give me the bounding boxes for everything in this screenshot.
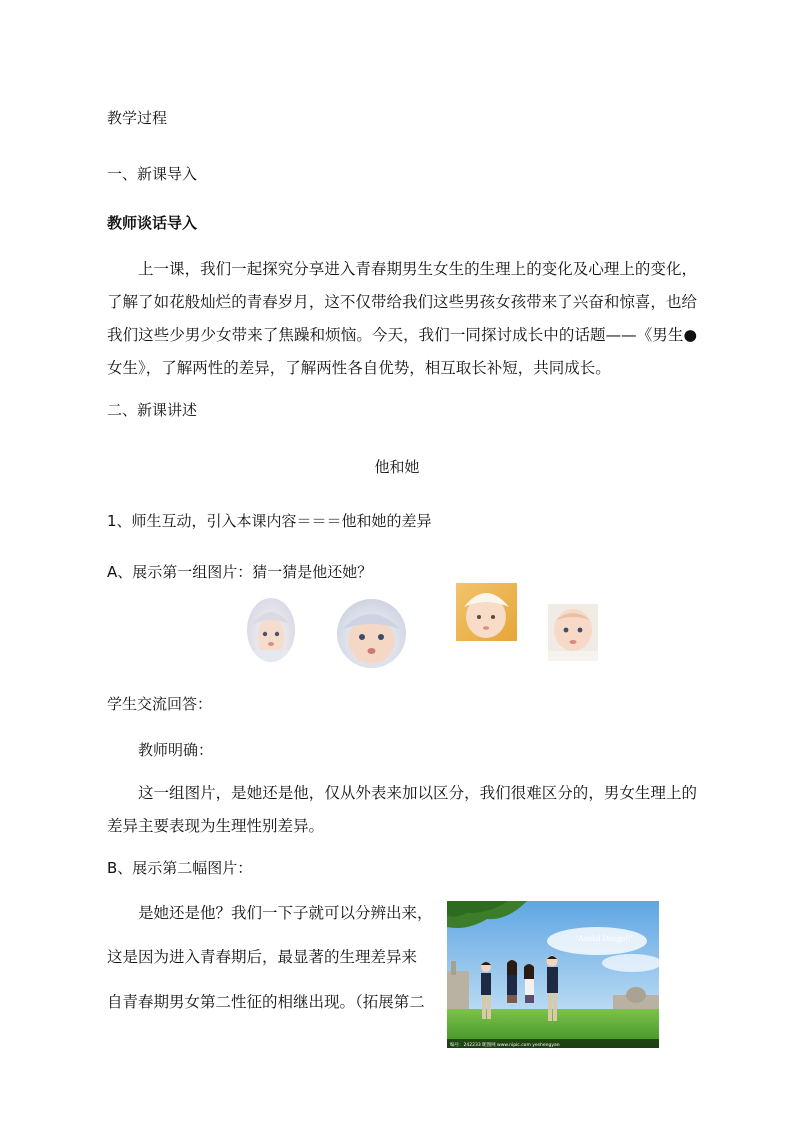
- baby-photo-4: [548, 604, 598, 661]
- section-2-title: 二、新课讲述: [107, 401, 198, 419]
- paragraph-b-line-1: 是她还是他？我们一下子就可以分辨出来，: [138, 904, 433, 922]
- center-title: 他和她: [374, 458, 420, 476]
- paragraph-b-line-3: 自青春期男女第二性征的相继出现。（拓展第二: [107, 993, 425, 1011]
- item-b: B、展示第二幅图片：: [107, 859, 253, 877]
- item-a: A、展示第一组图片：猜一猜是他还她？: [107, 563, 373, 581]
- section-1-title: 一、新课导入: [107, 165, 198, 183]
- baby-photo-1: [247, 598, 295, 662]
- scene-caption: "Asadal Design!!": [575, 934, 634, 943]
- baby-photo-3: [456, 583, 517, 641]
- student-answer: 学生交流回答：: [107, 695, 213, 713]
- paragraph-b-line-2: 这是因为进入青春期后，最显著的生理差异来: [107, 948, 418, 966]
- item-1: 1、师生互动，引入本课内容＝＝＝他和她的差异: [107, 512, 432, 530]
- scene-watermark: 编号：242233 昵图网 www.nipic.com yeshengyan: [450, 1043, 560, 1048]
- baby-photo-2: [337, 599, 406, 668]
- heading: 教学过程: [107, 109, 168, 127]
- students-scene-image: [447, 901, 659, 1048]
- teacher-clarify: 教师明确：: [138, 741, 214, 759]
- section-1-subtitle: 教师谈话导入: [107, 214, 198, 232]
- intro-paragraph: 上一课，我们一起探究分享进入青春期男生女生的生理上的变化及心理上的变化，了解了如花般灿烂的青春岁月，这不仅带给我们这些男孩女孩带来了兴奋和惊喜，也给我们这些少男少女带来了焦躁和烦恼。今天，我们一同探讨成长中的话题——《男生●女生》，了解两性的差异，了解两性各自优势，相互取长补短，共同成长。: [107, 260, 697, 377]
- paragraph-a: 这一组图片，是她还是他，仅从外表来加以区分，我们很难区分的，男女生理上的差异主要表现为生理性别差异。: [107, 784, 697, 835]
